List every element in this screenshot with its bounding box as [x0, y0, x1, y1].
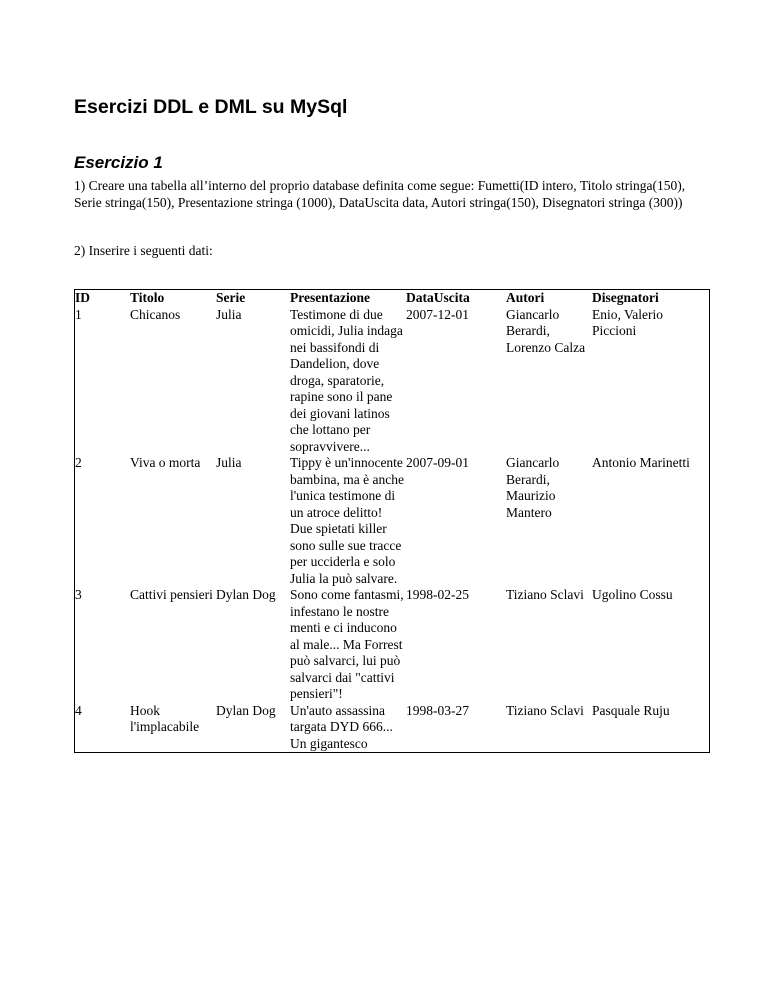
cell-titolo: Hook l'implacabile: [130, 702, 200, 734]
cell-disegnatori: Ugolino Cossu: [592, 587, 673, 602]
step-2-text: 2) Inserire i seguenti dati:: [74, 243, 213, 258]
table-row: [75, 587, 709, 703]
cell-serie: Julia: [216, 306, 242, 322]
table-header-row: [75, 290, 709, 307]
cell-titolo: Cattivi pensieri: [130, 587, 213, 602]
step-1-text: 1) Creare una tabella all’interno del proprio database definita come segue: Fumetti(ID intero, Titolo stringa(150), Serie stringa(150), Presentazione stringa (1000), DataUscita data, Autori stringa(150), Disegnatori stringa (300)): [74, 178, 686, 210]
cell-presentazione: Tippy è un'innocente bambina, ma è anche l'unica testimone di un atroce delitto! Due spietati killer sono sulle sue tracce per ucciderla e solo Julia la può salvare.: [290, 455, 404, 586]
cell-datauscita: 1998-02-25: [406, 587, 469, 602]
cell-autori: Tiziano Sclavi: [506, 702, 584, 718]
cell-autori: Giancarlo Berardi, Maurizio Mantero: [506, 455, 560, 520]
cell-presentazione: Testimone di due omicidi, Julia indaga nei bassifondi di Dandelion, dove droga, sparatorie, rapine sono il pane dei giovani latinos che lottano per sopravvivere...: [290, 306, 403, 454]
table-row: [75, 703, 709, 753]
cell-presentazione: Sono come fantasmi, infestano le nostre menti e ci inducono al male... Ma Forrest può salvarci, lui può salvarci dai "cattivi pensieri"!: [290, 587, 404, 701]
table-row: [75, 455, 709, 587]
cell-disegnatori: Antonio Marinetti: [592, 455, 690, 470]
cell-id: 2: [75, 455, 82, 470]
cell-datauscita: 1998-03-27: [406, 702, 469, 718]
header-id: ID: [75, 290, 91, 305]
table-row: [75, 307, 709, 456]
cell-titolo: Chicanos: [130, 306, 181, 322]
cell-titolo: Viva o morta: [130, 455, 201, 470]
cell-serie: Dylan Dog: [216, 702, 276, 718]
fumetti-table: [74, 289, 710, 753]
cell-datauscita: 2007-12-01: [406, 306, 469, 322]
cell-disegnatori: Enio, Valerio Piccioni: [592, 306, 663, 338]
header-disegnatori: Disegnatori: [592, 290, 659, 305]
cell-serie: Dylan Dog: [216, 587, 276, 602]
document-title: Esercizi DDL e DML su MySql: [74, 96, 348, 118]
cell-id: 3: [75, 587, 82, 602]
cell-autori: Giancarlo Berardi, Lorenzo Calza: [506, 306, 586, 355]
header-presentazione: Presentazione: [290, 290, 370, 305]
header-datauscita: DataUscita: [406, 290, 470, 305]
cell-id: 4: [75, 702, 82, 718]
cell-serie: Julia: [216, 455, 242, 470]
cell-datauscita: 2007-09-01: [406, 455, 469, 470]
cell-id: 1: [75, 306, 82, 322]
exercise-heading: Esercizio 1: [74, 153, 163, 172]
cell-presentazione: Un'auto assassina targata DYD 666... Un gigantesco: [290, 702, 393, 751]
cell-autori: Tiziano Sclavi: [506, 587, 584, 602]
header-autori: Autori: [506, 290, 545, 305]
header-titolo: Titolo: [130, 290, 165, 305]
header-serie: Serie: [216, 290, 246, 305]
cell-disegnatori: Pasquale Ruju: [592, 702, 670, 718]
